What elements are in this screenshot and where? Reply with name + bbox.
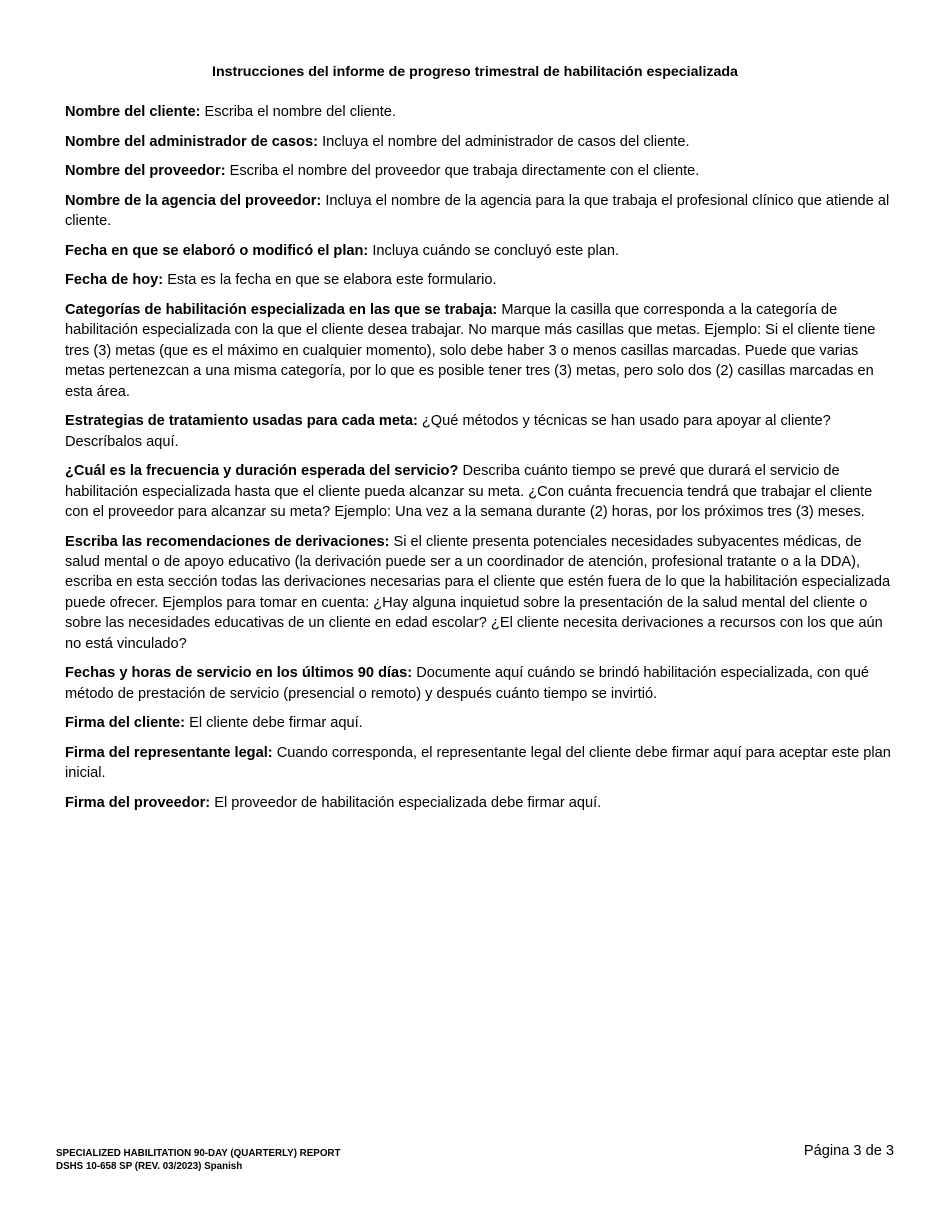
instruction-text: Escriba el nombre del proveedor que trabaja directamente con el cliente.: [229, 163, 700, 180]
instruction-text: El cliente debe firmar aquí.: [189, 715, 363, 732]
instruction-todays-date: [65, 270, 895, 290]
instruction-referrals: [65, 532, 895, 654]
footer-form-info: [56, 1147, 341, 1173]
instruction-categories: [65, 300, 895, 402]
instruction-service-dates: [65, 663, 895, 704]
instruction-client-name: [65, 102, 895, 122]
instruction-case-manager-name: [65, 132, 895, 152]
instruction-frequency: [65, 461, 895, 522]
instruction-term: Escriba las recomendaciones de derivaciones:: [65, 533, 390, 550]
instruction-term: Firma del representante legal:: [65, 744, 273, 761]
instruction-term: Fechas y horas de servicio en los últimos 90 días:: [65, 665, 413, 682]
instruction-text: Si el cliente presenta potenciales necesidades subyacentes médicas, de salud mental o de apoyo educativo (la derivación puede ser a un coordinador de atención, profesional tratante o a la DDA), escriba en esta sección todas las derivaciones necesarias para el cliente que estén fuera de lo que la habilitación especializada puede ofrecer. Ejemplos para tomar en cuenta: ¿Hay alguna inquietud sobre la presentación de la salud mental del cliente o sobre las necesidades educativas de un cliente en edad escolar? ¿El cliente necesita derivaciones a recursos con los que aún no está vinculado?: [65, 533, 891, 652]
instruction-text: Incluya el nombre de la agencia para la que trabaja el profesional clínico que atiende al cliente.: [65, 192, 890, 230]
instructions-list: [65, 102, 895, 822]
instruction-text: Marque la casilla que corresponda a la categoría de habilitación especializada con la que el cliente desea trabajar. No marque más casillas que metas. Ejemplo: Si el cliente tiene tres (3) metas (que es el máximo en cualquier momento), solo debe haber 3 o menos casillas marcadas. Puede que varias metas pertenezcan a una misma categoría, por lo que es posible tener tres (3) metas, pero solo dos (2) casillas marcadas en esta área.: [65, 301, 876, 400]
instruction-text: Documente aquí cuándo se brindó habilitación especializada, con qué método de prestación de servicio (presencial o remoto) y después cuánto tiempo se invirtió.: [65, 665, 869, 702]
footer-form-title: SPECIALIZED HABILITATION 90-DAY (QUARTERLY) REPORT: [56, 1148, 341, 1159]
instruction-text: Incluya cuándo se concluyó este plan.: [372, 242, 619, 259]
instruction-term: ¿Cuál es la frecuencia y duración esperada del servicio?: [65, 463, 459, 480]
instruction-term: Fecha en que se elaboró o modificó el plan:: [65, 242, 369, 259]
instruction-term: Nombre de la agencia del proveedor:: [65, 192, 322, 209]
instruction-text: Incluya el nombre del administrador de casos del cliente.: [322, 133, 690, 150]
instruction-provider-agency: [65, 191, 895, 232]
instruction-text: ¿Qué métodos y técnicas se han usado para apoyar al cliente? Descríbalos aquí.: [65, 413, 831, 450]
instruction-provider-name: [65, 161, 895, 181]
instruction-term: Nombre del proveedor:: [65, 163, 226, 180]
instruction-text: Escriba el nombre del cliente.: [204, 104, 396, 120]
instruction-term: Nombre del cliente:: [65, 104, 201, 120]
instruction-term: Firma del proveedor:: [65, 794, 211, 811]
instruction-term: Categorías de habilitación especializada en las que se trabaja:: [65, 301, 498, 318]
instruction-text: Describa cuánto tiempo se prevé que durará el servicio de habilitación especializada hasta que el cliente pueda alcanzar su meta. ¿Con cuánta frecuencia tendrá que trabajar el cliente con el proveedor para alcanzar su meta? Ejemplo: Una vez a la semana durante (2) horas, por los próximos tres (3) meses.: [65, 463, 873, 520]
instruction-term: Estrategias de tratamiento usadas para cada meta:: [65, 413, 418, 430]
instruction-term: Fecha de hoy:: [65, 272, 164, 289]
instruction-text: El proveedor de habilitación especializada debe firmar aquí.: [214, 794, 602, 811]
instruction-term: Firma del cliente:: [65, 715, 186, 732]
page-title: Instrucciones del informe de progreso trimestral de habilitación especializada: [212, 64, 738, 80]
footer-form-number: DSHS 10-658 SP (REV. 03/2023) Spanish: [56, 1161, 243, 1172]
instruction-strategies: [65, 411, 895, 452]
instruction-text: Cuando corresponda, el representante legal del cliente debe firmar aquí para aceptar este plan inicial.: [65, 744, 891, 782]
page-number: Página 3 de 3: [803, 1143, 894, 1159]
instruction-term: Nombre del administrador de casos:: [65, 133, 319, 150]
instruction-client-signature: [65, 713, 895, 733]
instruction-text: Esta es la fecha en que se elabora este formulario.: [167, 272, 497, 289]
instruction-plan-date: [65, 241, 895, 261]
instruction-legal-rep-signature: [65, 743, 895, 784]
instruction-provider-signature: [65, 793, 895, 813]
